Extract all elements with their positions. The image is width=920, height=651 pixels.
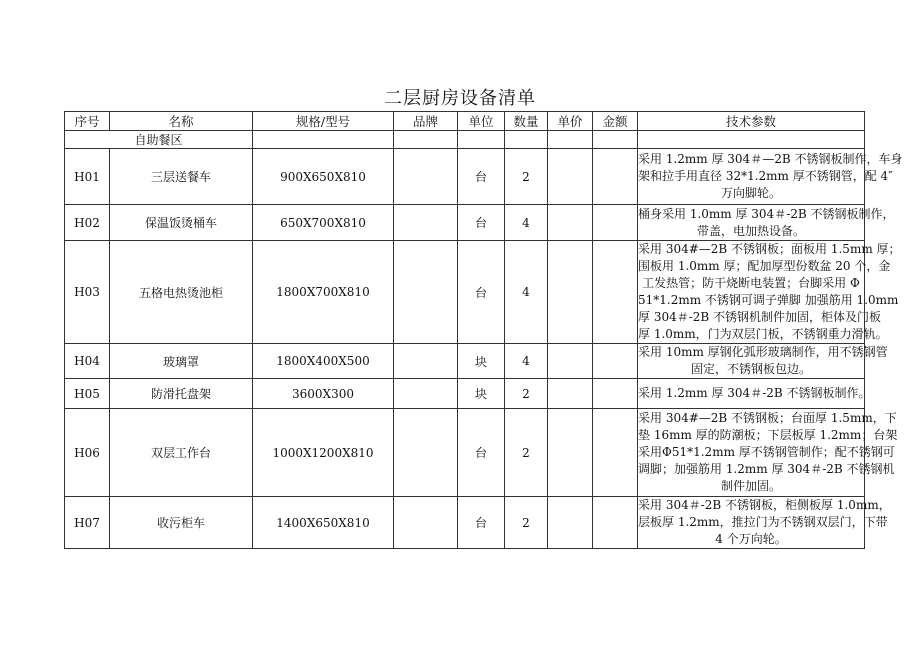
- header-seq: 序号: [65, 112, 110, 131]
- table-row: [65, 149, 865, 205]
- cell-unit: 台: [458, 409, 505, 497]
- tech-line: 采用 304#—2B 不锈钢板；面板用 1.5mm 厚；: [638, 242, 901, 256]
- section-cell: [458, 131, 505, 149]
- section-cell: [593, 131, 638, 149]
- cell-tech: [638, 344, 888, 379]
- tech-line: 围板用 1.0mm 厚；配加厚型份数盆 20 个，金: [638, 259, 891, 273]
- tech-line: 层板厚 1.2mm，推拉门为不锈钢双层门，下带: [638, 515, 888, 529]
- cell-tech: [638, 205, 895, 241]
- section-cell: [253, 131, 394, 149]
- cell-price: [548, 379, 593, 409]
- cell-brand: [394, 497, 458, 549]
- cell-spec: 900X650X810: [253, 149, 394, 205]
- tech-line: 采用 1.2mm 厚 304＃-2B 不锈钢板制作。: [638, 386, 871, 400]
- header-qty: 数量: [505, 112, 548, 131]
- tech-line: 万向脚轮。: [720, 186, 781, 200]
- cell-price: [548, 241, 593, 344]
- cell-amount: [593, 497, 638, 549]
- cell-code: H04: [65, 344, 110, 379]
- cell-tech: [638, 241, 901, 344]
- header-name: 名称: [110, 112, 253, 131]
- cell-tech: [638, 409, 898, 497]
- cell-qty: 4: [505, 241, 548, 344]
- table-row: [65, 379, 865, 409]
- equipment-table: [64, 111, 903, 549]
- cell-name: 防滑托盘架: [110, 379, 253, 409]
- cell-unit: 块: [458, 344, 505, 379]
- cell-brand: [394, 344, 458, 379]
- cell-name: 保温饭烫桶车: [110, 205, 253, 241]
- cell-qty: 2: [505, 379, 548, 409]
- tech-line: 51*1.2mm 不锈钢可调子弹脚 加强筋用 1.0mm: [638, 293, 899, 307]
- header-brand: 品牌: [394, 112, 458, 131]
- tech-line: 固定，不锈钢板包边。: [690, 362, 811, 376]
- cell-unit: 台: [458, 497, 505, 549]
- cell-brand: [394, 241, 458, 344]
- cell-unit: 块: [458, 379, 505, 409]
- tech-line: 采用 304＃-2B 不锈钢板，柜侧板厚 1.0mm，: [638, 498, 891, 512]
- cell-code: H06: [65, 409, 110, 497]
- cell-price: [548, 409, 593, 497]
- tech-line: 厚 304＃-2B 不锈钢机制件加固，柜体及门板: [638, 310, 882, 324]
- cell-name: 五格电热烫池柜: [110, 241, 253, 344]
- cell-name: 玻璃罩: [110, 344, 253, 379]
- cell-qty: 2: [505, 409, 548, 497]
- tech-line: 架和拉手用直径 32*1.2mm 厚不锈钢管，配 4″: [638, 169, 893, 183]
- header-unit: 单位: [458, 112, 505, 131]
- header-tech: 技术参数: [638, 112, 865, 131]
- cell-brand: [394, 205, 458, 241]
- cell-spec: 650X700X810: [253, 205, 394, 241]
- cell-brand: [394, 409, 458, 497]
- section-cell: [548, 131, 593, 149]
- cell-amount: [593, 241, 638, 344]
- tech-line: 工发热管；防干烧断电装置；台脚采用 Φ: [642, 276, 860, 290]
- table-row: [65, 344, 865, 379]
- page-title: 二层厨房设备清单: [384, 88, 536, 109]
- cell-amount: [593, 149, 638, 205]
- section-cell: [638, 131, 865, 149]
- cell-unit: 台: [458, 205, 505, 241]
- cell-price: [548, 149, 593, 205]
- section-cell: [505, 131, 548, 149]
- cell-spec: 1400X650X810: [253, 497, 394, 549]
- header-amount: 金额: [593, 112, 638, 131]
- tech-line: 调脚；加强筋用 1.2mm 厚 304＃-2B 不锈钢机: [638, 462, 895, 476]
- cell-qty: 2: [505, 149, 548, 205]
- section-label: 自助餐区: [65, 131, 253, 149]
- header-spec: 规格/型号: [253, 112, 394, 131]
- cell-spec: 3600X300: [253, 379, 394, 409]
- cell-name: 三层送餐车: [110, 149, 253, 205]
- cell-amount: [593, 409, 638, 497]
- cell-amount: [593, 379, 638, 409]
- cell-code: H07: [65, 497, 110, 549]
- header-row: [65, 112, 865, 131]
- cell-spec: 1000X1200X810: [253, 409, 394, 497]
- tech-line: 采用 304#—2B 不锈钢板；台面厚 1.5mm，下: [638, 411, 897, 425]
- cell-brand: [394, 149, 458, 205]
- tech-line: 带盖，电加热设备。: [696, 223, 805, 238]
- cell-name: 双层工作台: [110, 409, 253, 497]
- cell-brand: [394, 379, 458, 409]
- cell-tech: [638, 497, 891, 549]
- tech-line: 制件加固。: [720, 479, 781, 493]
- header-price: 单价: [548, 112, 593, 131]
- cell-price: [548, 497, 593, 549]
- cell-tech: [638, 379, 871, 409]
- section-cell: [394, 131, 458, 149]
- cell-code: H02: [65, 205, 110, 241]
- cell-tech: [638, 149, 903, 205]
- cell-spec: 1800X400X500: [253, 344, 394, 379]
- cell-qty: 2: [505, 497, 548, 549]
- cell-name: 收污柜车: [110, 497, 253, 549]
- tech-line: 垫 16mm 厚的防潮板；下层板厚 1.2mm；台架: [638, 428, 898, 442]
- cell-price: [548, 205, 593, 241]
- cell-code: H03: [65, 241, 110, 344]
- table-row: [65, 497, 865, 549]
- table-row: [65, 205, 865, 241]
- tech-line: 桶身采用 1.0mm 厚 304＃-2B 不锈钢板制作，: [638, 206, 895, 221]
- cell-qty: 4: [505, 344, 548, 379]
- tech-line: 4 个万向轮。: [715, 532, 787, 546]
- cell-unit: 台: [458, 241, 505, 344]
- section-row: [65, 131, 865, 149]
- tech-line: 采用 10mm 厚钢化弧形玻璃制作，用不锈钢管: [638, 345, 888, 359]
- tech-line: 采用Φ51*1.2mm 厚不锈钢管制作；配不锈钢可: [638, 445, 895, 459]
- cell-qty: 4: [505, 205, 548, 241]
- tech-line: 厚 1.0mm，门为双层门板，不锈钢重力滑轨。: [638, 327, 888, 341]
- cell-unit: 台: [458, 149, 505, 205]
- cell-amount: [593, 344, 638, 379]
- table-row: [65, 241, 865, 344]
- cell-spec: 1800X700X810: [253, 241, 394, 344]
- cell-code: H05: [65, 379, 110, 409]
- tech-line: 采用 1.2mm 厚 304＃—2B 不锈钢板制作，车身: [638, 152, 903, 166]
- cell-code: H01: [65, 149, 110, 205]
- table-row: [65, 409, 865, 497]
- cell-amount: [593, 205, 638, 241]
- cell-price: [548, 344, 593, 379]
